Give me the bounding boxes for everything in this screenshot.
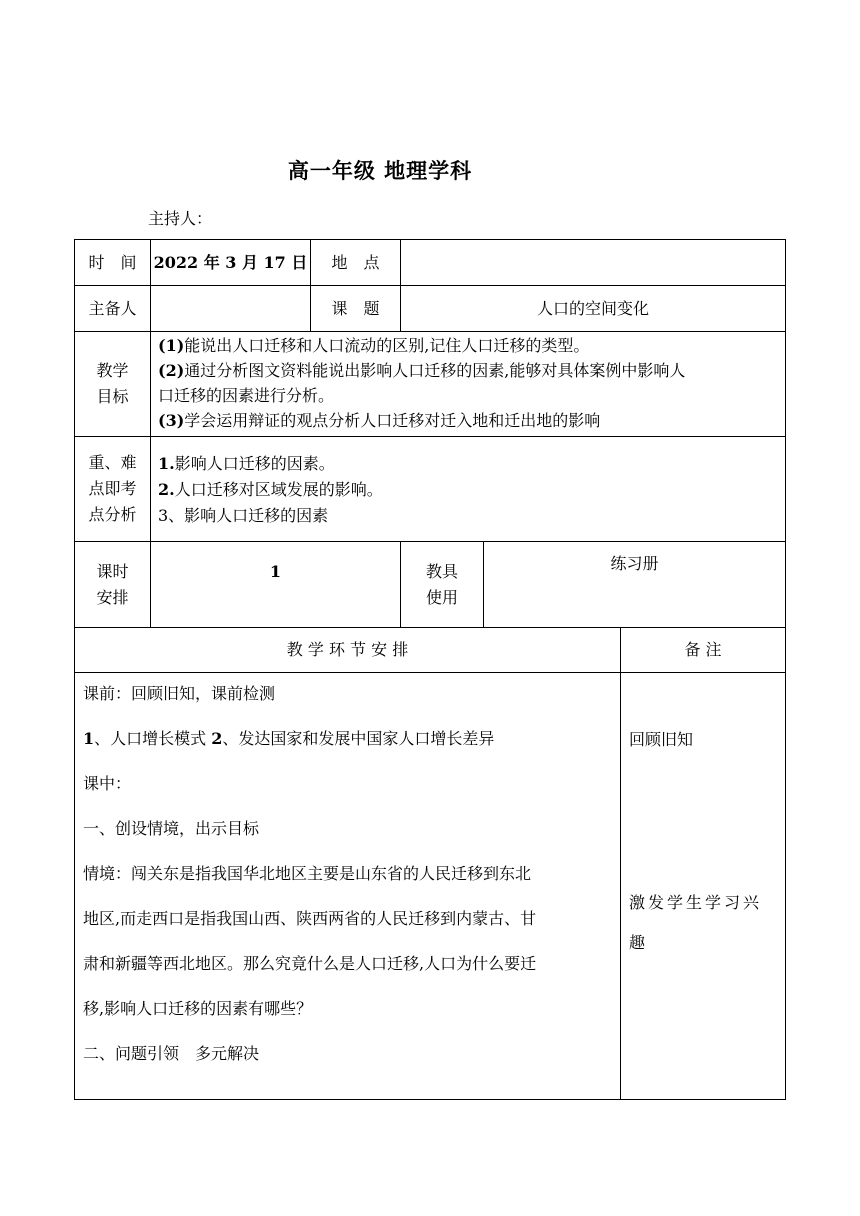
key-points-content — [158, 451, 778, 537]
content-line: 移,影响人口迁移的因素有哪些？ — [83, 999, 313, 1018]
date-value: 2022 年 3 月 17 日 — [153, 252, 308, 272]
lesson-plan-table — [74, 239, 786, 1100]
page-title: 高一年级 地理学科 — [287, 159, 473, 183]
key-point-item: 1.影响人口迁移的因素。 — [158, 454, 335, 473]
content-line: 地区,而走西口是指我国山西、陕西两省的人民迁移到内蒙古、甘 — [83, 909, 537, 928]
key-points-label: 重、难 点即考 点分析 — [88, 453, 137, 524]
teaching-content — [83, 680, 617, 1085]
objective-item: (1)能说出人口迁移和人口流动的区别,记住人口迁移的类型。 — [158, 336, 590, 355]
key-point-item: 2.人口迁移对区域发展的影响。 — [158, 480, 383, 499]
host-label: 主持人： — [148, 209, 213, 228]
objective-item: 口迁移的因素进行分析。 — [158, 386, 335, 405]
tools-label: 教具 使用 — [425, 561, 458, 607]
table-border-bottom — [74, 1099, 786, 1100]
content-line: 1、人口增长模式 2、发达国家和发展中国家人口增长差异 — [83, 729, 495, 748]
preparer-label: 主备人 — [88, 298, 137, 318]
row-divider — [74, 672, 786, 673]
topic-label: 课 题 — [331, 298, 380, 318]
row-divider — [74, 331, 786, 332]
note-review: 回顾旧知 — [629, 730, 694, 749]
time-label: 时 间 — [88, 252, 137, 272]
objectives-label: 教学 目标 — [96, 361, 129, 406]
note-interest: 激发学生学习兴 趣 — [629, 893, 763, 952]
preparer-value — [151, 286, 310, 331]
schedule-label: 课时 安排 — [96, 561, 129, 607]
place-label: 地 点 — [331, 252, 380, 272]
row-divider — [74, 436, 786, 437]
content-line: 课前：回顾旧知，课前检测 — [83, 684, 276, 703]
teaching-section-header: 教 学 环 节 安 排 — [286, 640, 409, 659]
content-line: 一、创设情境，出示目标 — [83, 819, 260, 838]
objective-item: (2)通过分析图文资料能说出影响人口迁移的因素,能够对具体案例中影响人 — [158, 361, 686, 380]
schedule-value: 1 — [269, 562, 282, 581]
content-line: 二、问题引领 多元解决 — [83, 1044, 260, 1063]
tools-value: 练习册 — [610, 554, 659, 573]
place-value — [401, 240, 785, 285]
objectives-content — [158, 333, 778, 435]
objective-item: (3)学会运用辩证的观点分析人口迁移对迁入地和迁出地的影响 — [158, 411, 601, 430]
content-line: 课中： — [83, 774, 132, 793]
col-divider — [620, 627, 621, 1099]
key-point-item: 3、影响人口迁移的因素 — [158, 506, 329, 525]
content-line: 肃和新疆等西北地区。那么究竟什么是人口迁移,人口为什么要迁 — [83, 954, 537, 973]
content-line: 情境：闯关东是指我国华北地区主要是山东省的人民迁移到东北 — [83, 864, 532, 883]
table-border-right — [785, 239, 786, 1100]
topic-value: 人口的空间变化 — [536, 298, 649, 318]
notes-section-header: 备 注 — [684, 640, 722, 659]
